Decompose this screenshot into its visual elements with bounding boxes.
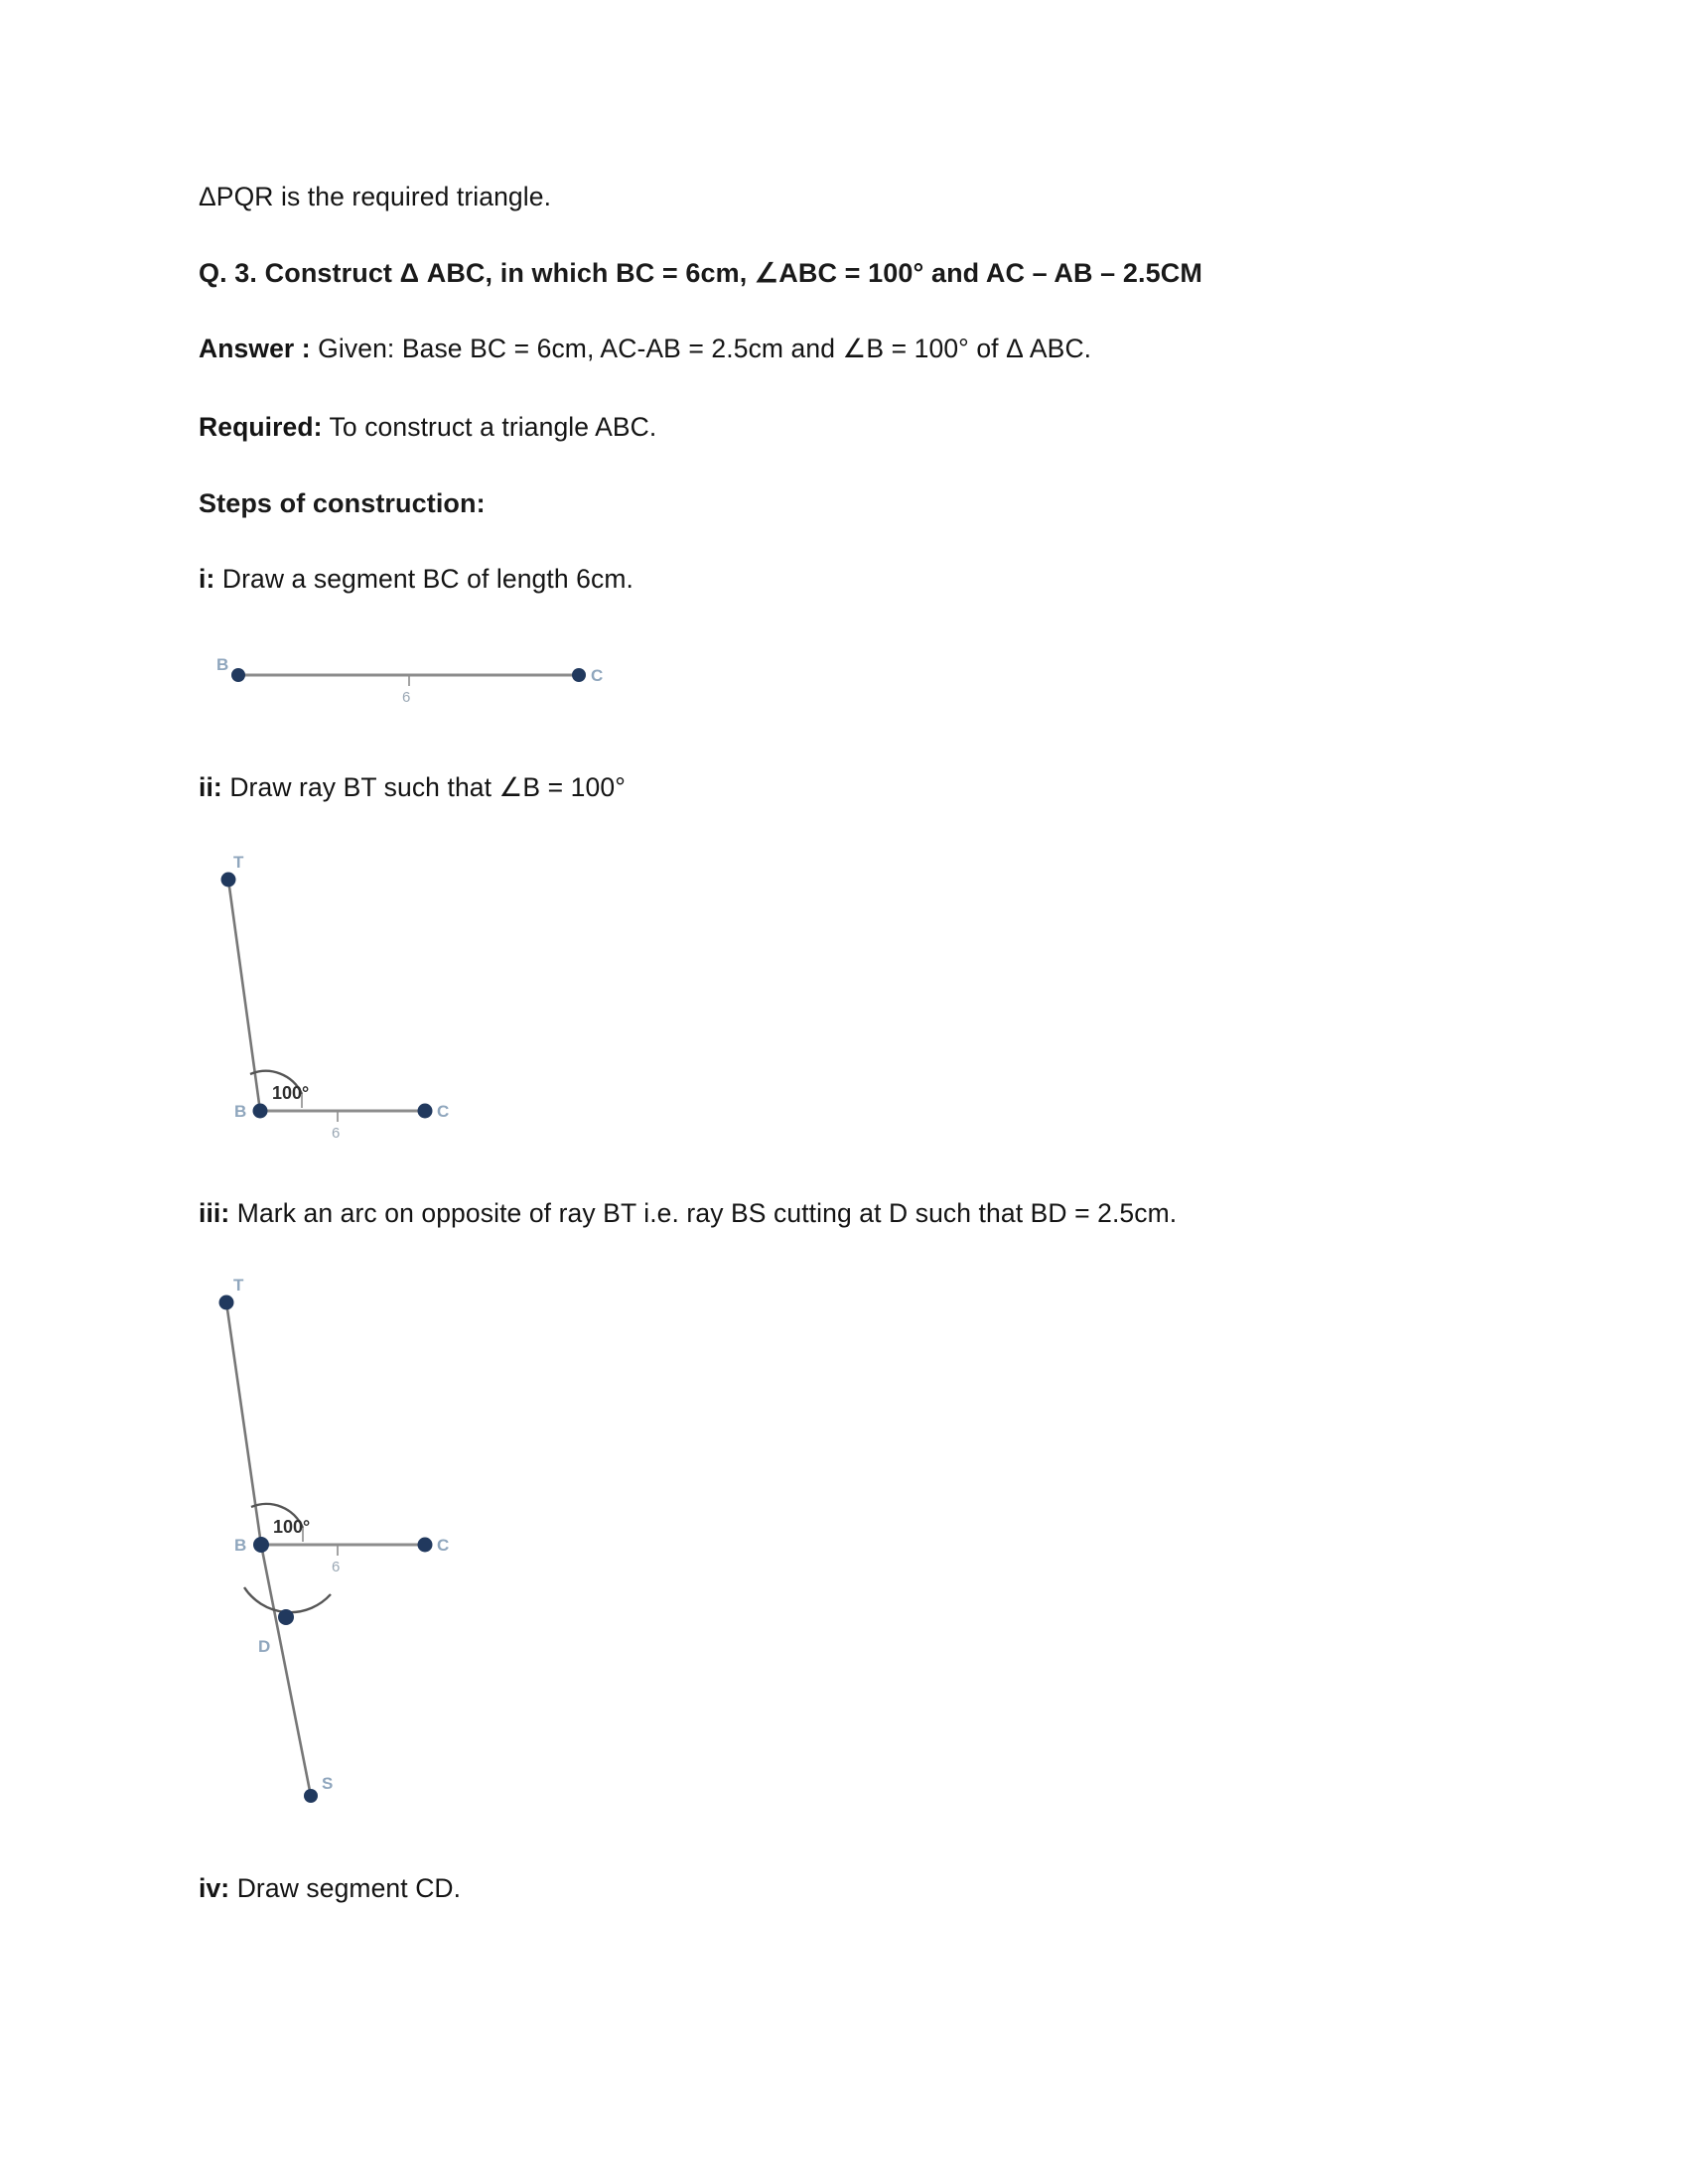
intro-paragraph: ΔPQR is the required triangle.	[199, 182, 552, 211]
point-t-label: T	[233, 1275, 244, 1295]
point-b-label: B	[234, 1535, 247, 1555]
length-label-bc: 6	[332, 1558, 341, 1575]
ray-bt-line	[228, 880, 260, 1111]
point-b-label: B	[216, 654, 229, 674]
step-ii-label: ii:	[199, 771, 222, 802]
figure-3-svg	[199, 1275, 755, 1831]
point-b-dot	[231, 668, 245, 682]
step-iv-label: iv:	[199, 1872, 230, 1903]
step-iii-paragraph	[199, 1195, 1479, 1233]
point-b-dot	[253, 1537, 269, 1553]
step-iii-text: Mark an arc on opposite of ray BT i.e. ray BS cutting at D such that BD = 2.5cm.	[229, 1198, 1178, 1229]
point-s-dot	[304, 1789, 318, 1803]
point-b-label: B	[234, 1102, 247, 1122]
point-c-label: C	[437, 1102, 450, 1122]
point-s-label: S	[322, 1773, 334, 1793]
point-d-dot	[278, 1609, 294, 1625]
required-label: Required:	[199, 412, 323, 443]
point-c-dot	[418, 1537, 433, 1552]
point-t-dot	[219, 1295, 234, 1309]
length-label-bc: 6	[332, 1125, 341, 1143]
figure-ray-bt	[199, 848, 1479, 1156]
point-c-label: C	[591, 665, 604, 685]
length-label-bc: 6	[402, 688, 411, 706]
figure-ray-bs-arc	[199, 1275, 1479, 1831]
ray-bs-line	[261, 1545, 311, 1796]
answer-paragraph	[199, 331, 1479, 368]
step-i-label: i:	[199, 563, 215, 594]
point-t-label: T	[233, 853, 244, 873]
compass-arc-bd	[244, 1587, 331, 1612]
point-c-label: C	[437, 1535, 450, 1555]
required-text: To construct a triangle ABC.	[322, 412, 657, 443]
step-ii-paragraph	[199, 769, 1479, 807]
required-paragraph	[199, 409, 1479, 447]
point-b-dot	[253, 1104, 268, 1119]
steps-heading: Steps of construction:	[199, 487, 486, 518]
point-t-dot	[221, 873, 236, 887]
step-i-paragraph	[199, 561, 1479, 599]
point-c-dot	[418, 1104, 433, 1119]
point-d-label: D	[258, 1636, 271, 1656]
figure-1-svg	[199, 640, 755, 730]
step-i-text: Draw a segment BC of length 6cm.	[214, 563, 633, 594]
figure-segment-bc	[199, 640, 1479, 730]
angle-label-100: 100°	[272, 1083, 310, 1104]
figure-2-svg	[199, 848, 755, 1156]
question-heading: Q. 3. Construct Δ ABC, in which BC = 6cm, ∠ABC = 100° and AC – AB – 2.5CM	[199, 257, 1202, 288]
point-c-dot	[572, 668, 586, 682]
angle-label-100: 100°	[273, 1516, 311, 1537]
ray-bt-line	[226, 1302, 261, 1545]
answer-label: Answer :	[199, 333, 311, 363]
step-iii-label: iii:	[199, 1198, 230, 1229]
step-iv-paragraph	[199, 1870, 1479, 1908]
step-ii-text: Draw ray BT such that ∠B = 100°	[221, 771, 626, 802]
step-iv-text: Draw segment CD.	[229, 1872, 462, 1903]
answer-text: Given: Base BC = 6cm, AC-AB = 2.5cm and ∠B = 100° of Δ ABC.	[310, 333, 1092, 363]
